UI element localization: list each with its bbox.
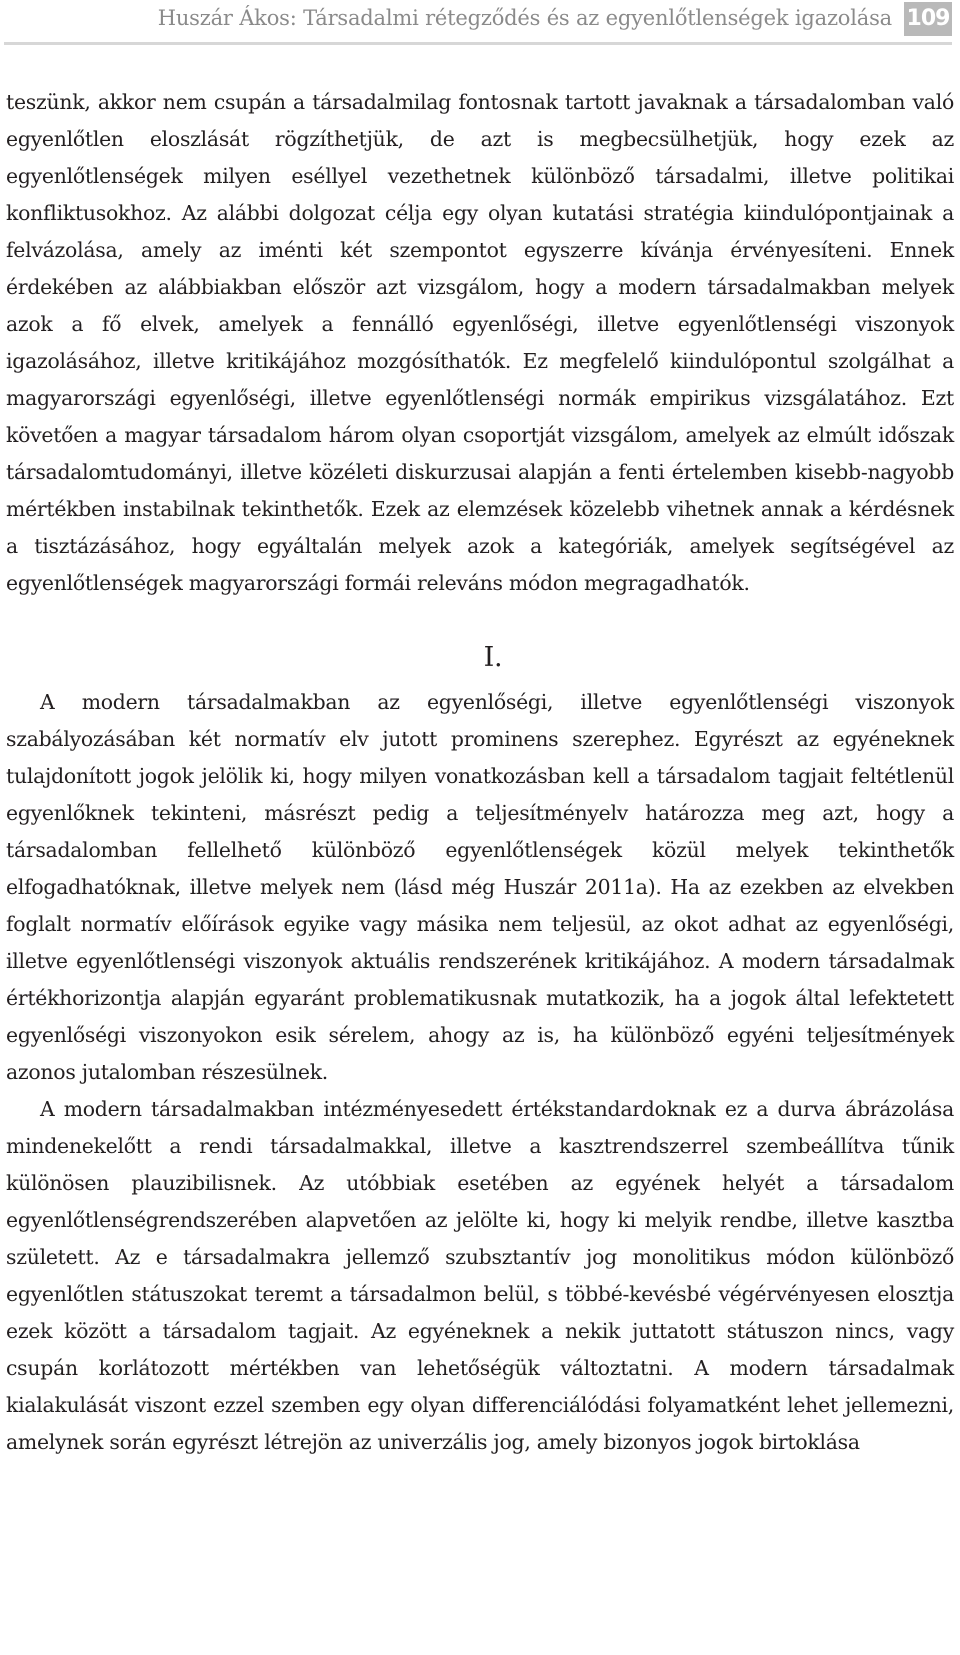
main-text	[6, 84, 954, 1461]
paragraph-3: A modern társadalmakban intézményesedett értékstandardoknak ez a durva ábrázolása mindenekelőtt a rendi társadalmakkal, illetve a kasztrendszerrel szembeállítva tűnik különösen plauzibilisnek. Az utóbbiak esetében az egyének helyét a társadalom egyenlőtlenségrendszerében alapvetően az jelölte ki, hogy ki melyik rendbe, illetve kasztba született. Az e társadalmakra jellemző szubsztantív jog monolitikus módon különböző egyenlőtlen státuszokat teremt a társadalmon belül, s többé-kevésbé végérvényesen elosztja ezek között a társadalom tagjait. Az egyéneknek a nekik juttatott státuszon nincs, vagy csupán korlátozott mértékben van lehetőségük változtatni. A modern társadalmak kialakulását viszont ezzel szemben egy olyan differenciálódási folyamatként lehet jellemezni, amelynek során egyrészt létrejön az univerzális jog, amely bizonyos jogok birtoklása	[6, 1097, 954, 1454]
running-title: Huszár Ákos: Társadalmi rétegződés és az egyenlőtlenségek igazolása	[157, 6, 892, 30]
header-rule	[4, 42, 952, 45]
running-header	[0, 0, 960, 46]
paragraph-intro: teszünk, akkor nem csupán a társadalmilag fontosnak tartott javaknak a társadalomban való egyenlőtlen eloszlását rögzíthetjük, de azt is megbecsülhetjük, hogy ezek az egyenlőtlenségek milyen eséllyel vezethetnek különböző társadalmi, illetve politikai konfliktusokhoz. Az alábbi dolgozat célja egy olyan kutatási stratégia kiindulópontjainak a felvázolása, amely az iménti két szempontot egyszerre kívánja érvényesíteni. Ennek érdekében az alábbiakban először azt vizsgálom, hogy a modern társadalmakban melyek azok a fő elvek, amelyek a fennálló egyenlőségi, illetve egyenlőtlenségi viszonyok igazolásához, illetve kritikájához mozgósíthatók. Ez megfelelő kiindulópontul szolgálhat a magyarországi egyenlőségi, illetve egyenlőtlenségi normák empirikus vizsgálatához. Ezt követően a magyar társadalom három olyan csoportját vizsgálom, amelyek az elmúlt időszak társadalomtudományi, illetve közéleti diskurzusai alapján a fenti értelemben kisebb-nagyobb mértékben instabilnak tekinthetők. Ezek az elemzések közelebb vihetnek annak a kérdésnek a tisztázásához, hogy egyáltalán melyek azok a kategóriák, amelyek segítségével az egyenlőtlenségek magyarországi formái releváns módon megragadhatók.	[6, 90, 954, 595]
page-number: 109	[904, 2, 952, 36]
section-heading: I.	[483, 642, 503, 673]
paragraph-2: A modern társadalmakban az egyenlőségi, illetve egyenlőtlenségi viszonyok szabályozásában két normatív elv jutott prominens szerephez. Egyrészt az egyéneknek tulajdonított jogok jelölik ki, hogy milyen vonatkozásban kell a társadalom tagjait feltétlenül egyenlőknek tekinteni, másrészt pedig a teljesítményelv határozza meg azt, hogy a társadalomban fellelhető különböző egyenlőtlenségek közül melyek tekinthetők elfogadhatóknak, illetve melyek nem (lásd még Huszár 2011a). Ha az ezekben az elvekben foglalt normatív előírások egyike vagy másika nem teljesül, az okot adhat az egyenlőségi, illetve egyenlőtlenségi viszonyok aktuális rendszerének kritikájához. A modern társadalmak értékhorizontja alapján egyaránt problematikusnak mutatkozik, ha a jogok által lefektetett egyenlőségi viszonyokon esik sérelem, ahogy az is, ha különböző egyéni teljesítmények azonos jutalomban részesülnek.	[6, 690, 954, 1084]
